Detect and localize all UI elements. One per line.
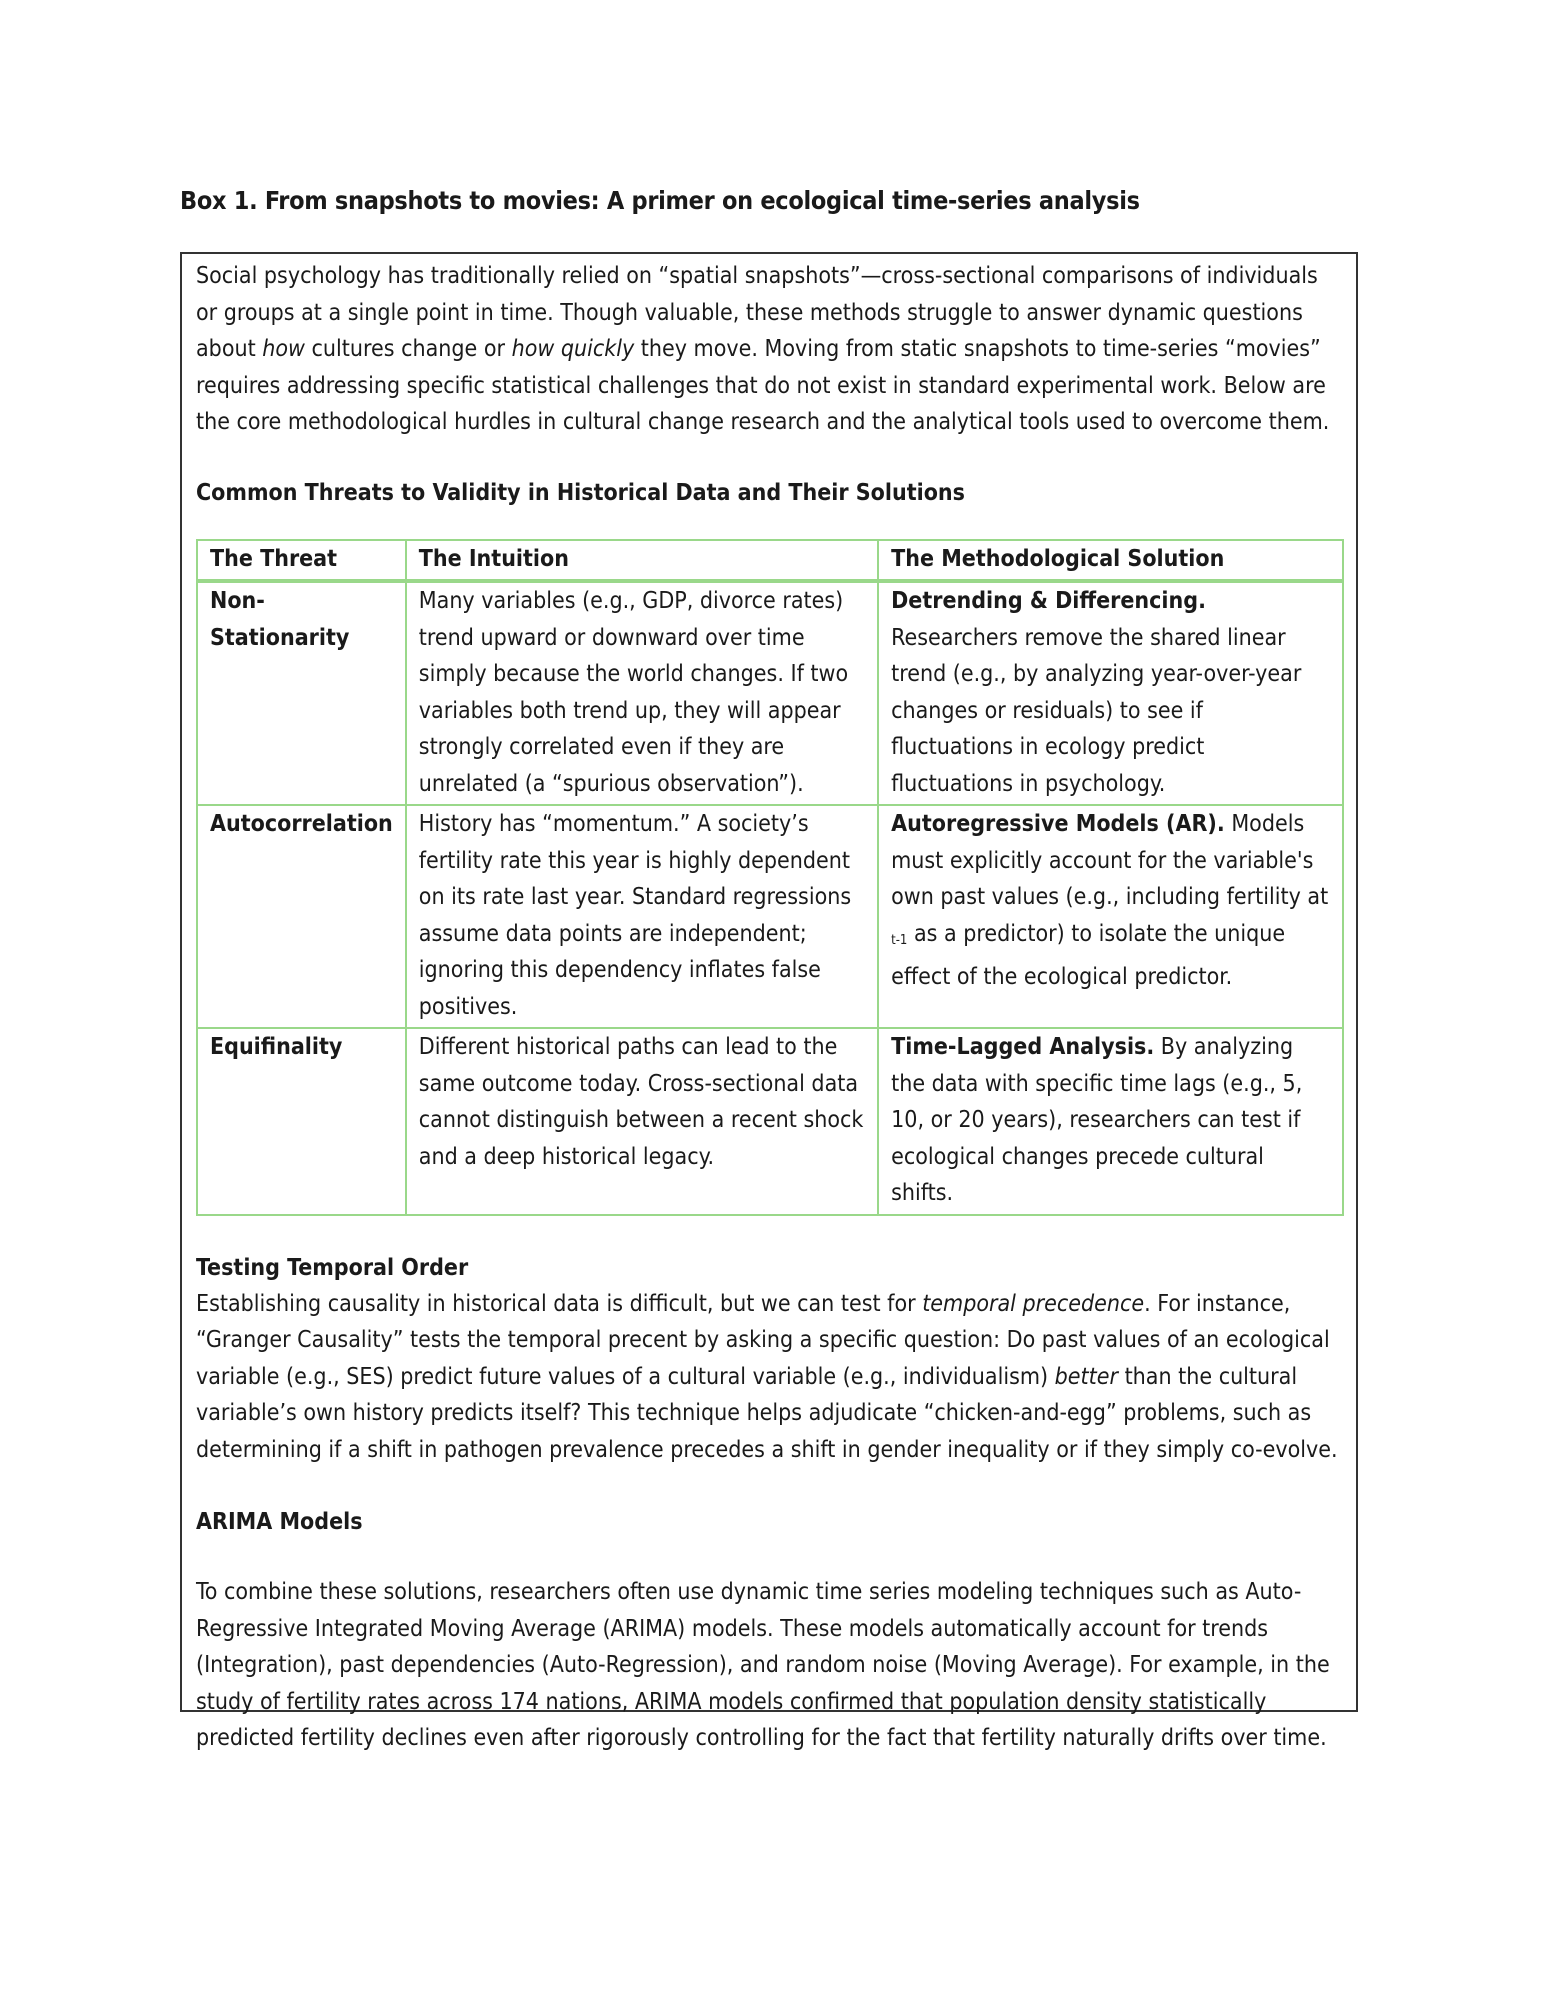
- solution-lead: Detrending & Differencing.: [891, 588, 1206, 614]
- solution-text: By analyzing the data with specific time lags (e.g., 5, 10, or 20 years), researchers can test if ecological changes precede cultural shifts.: [891, 1034, 1303, 1206]
- temporal-text-2: . For instance, “Granger Causality” tests the temporal precent by asking a specific question: Do past values of an ecological variable (e.g., SES) predict future values of a cultural variable (e.g., individualism): [196, 1290, 1330, 1390]
- table-row: [197, 1028, 1343, 1215]
- intuition-cell: Many variables (e.g., GDP, divorce rates) trend upward or downward over time simply because the world changes. If two variables both trend up, they will appear strongly correlated even if they are unrelated (a “spurious observation”).: [406, 581, 878, 805]
- intro-text-2: cultures change or: [304, 336, 512, 362]
- solution-text-continued: as a predictor) to isolate the unique effect of the ecological predictor.: [891, 920, 1286, 990]
- temporal-text-1: Establishing causality in historical data is difficult, but we can test for: [196, 1290, 923, 1317]
- threats-table: [196, 539, 1344, 1216]
- solution-cell: [878, 1028, 1343, 1215]
- threats-heading: Common Threats to Validity in Historical Data and Their Solutions: [196, 479, 965, 506]
- header-solution: The Methodological Solution: [878, 540, 1343, 582]
- subscript-t-minus-1: t-1: [891, 932, 908, 948]
- solution-cell: [878, 805, 1343, 1028]
- table-row: [197, 805, 1343, 1028]
- header-threat: The Threat: [197, 540, 406, 582]
- table-header-row: [197, 540, 1343, 582]
- box-title: Box 1. From snapshots to movies: A primer on ecological time-series analysis: [180, 186, 1140, 215]
- solution-cell: [878, 581, 1343, 805]
- temporal-emphasis-precedence: temporal precedence: [922, 1290, 1145, 1317]
- intro-text-1: Social psychology has traditionally relied on “spatial snapshots”—cross-sectional comparisons of individuals or groups at a single point in time. Though valuable, these methods struggle to answer dynamic questions about: [196, 263, 1318, 362]
- temporal-order-paragraph: [196, 1286, 1342, 1469]
- arima-paragraph: To combine these solutions, researchers often use dynamic time series modeling techniques such as Auto-Regressive Integrated Moving Average (ARIMA) models. These models automatically account for trends (Integration), past dependencies (Auto-Regression), and random noise (Moving Average). For example, in the study of fertility rates across 174 nations, ARIMA models confirmed that population density statistically predicted fertility declines even after rigorously controlling for the fact that fertility naturally drifts over time.: [196, 1579, 1330, 1751]
- primer-box: [180, 252, 1358, 1751]
- intuition-cell: Different historical paths can lead to the same outcome today. Cross-sectional data cannot distinguish between a recent shock and a deep historical legacy.: [406, 1028, 878, 1215]
- solution-lead: Autoregressive Models (AR).: [891, 811, 1225, 837]
- intuition-cell: History has “momentum.” A society’s fertility rate this year is highly dependent on its rate last year. Standard regressions assume data points are independent; ignoring this dependency inflates false positives.: [406, 805, 878, 1028]
- threat-cell: Equifinality: [197, 1028, 406, 1215]
- solution-text: Researchers remove the shared linear trend (e.g., by analyzing year-over-year changes or residuals) to see if fluctuations in ecology predict fluctuations in psychology.: [891, 624, 1302, 797]
- intro-emphasis-how-quickly: how quickly: [511, 336, 635, 362]
- header-intuition: The Intuition: [406, 540, 878, 582]
- temporal-order-heading: Testing Temporal Order: [196, 1254, 469, 1281]
- temporal-text-3: than the cultural variable’s own history predicts itself? This technique helps adjudicate “chicken-and-egg” problems, such as determining if a shift in pathogen prevalence precedes a shift in gender inequality or if they simply co-evolve.: [196, 1363, 1338, 1463]
- intro-emphasis-how: how: [262, 336, 305, 362]
- intro-paragraph: [196, 254, 1342, 441]
- threat-cell: Autocorrelation: [197, 805, 406, 1028]
- solution-lead: Time-Lagged Analysis.: [891, 1034, 1155, 1060]
- arima-heading: ARIMA Models: [196, 1509, 363, 1535]
- temporal-emphasis-better: better: [1054, 1363, 1118, 1390]
- intro-text-3: they move. Moving from static snapshots to time-series “movies” requires addressing specific statistical challenges that do not exist in standard experimental work. Below are the core methodological hurdles in cultural change research and the analytical tools used to overcome them.: [196, 336, 1330, 435]
- threat-cell: Non-Stationarity: [197, 581, 406, 805]
- table-row: [197, 581, 1343, 805]
- solution-text: Models must explicitly account for the variable's own past values (e.g., including fertility at: [891, 811, 1329, 910]
